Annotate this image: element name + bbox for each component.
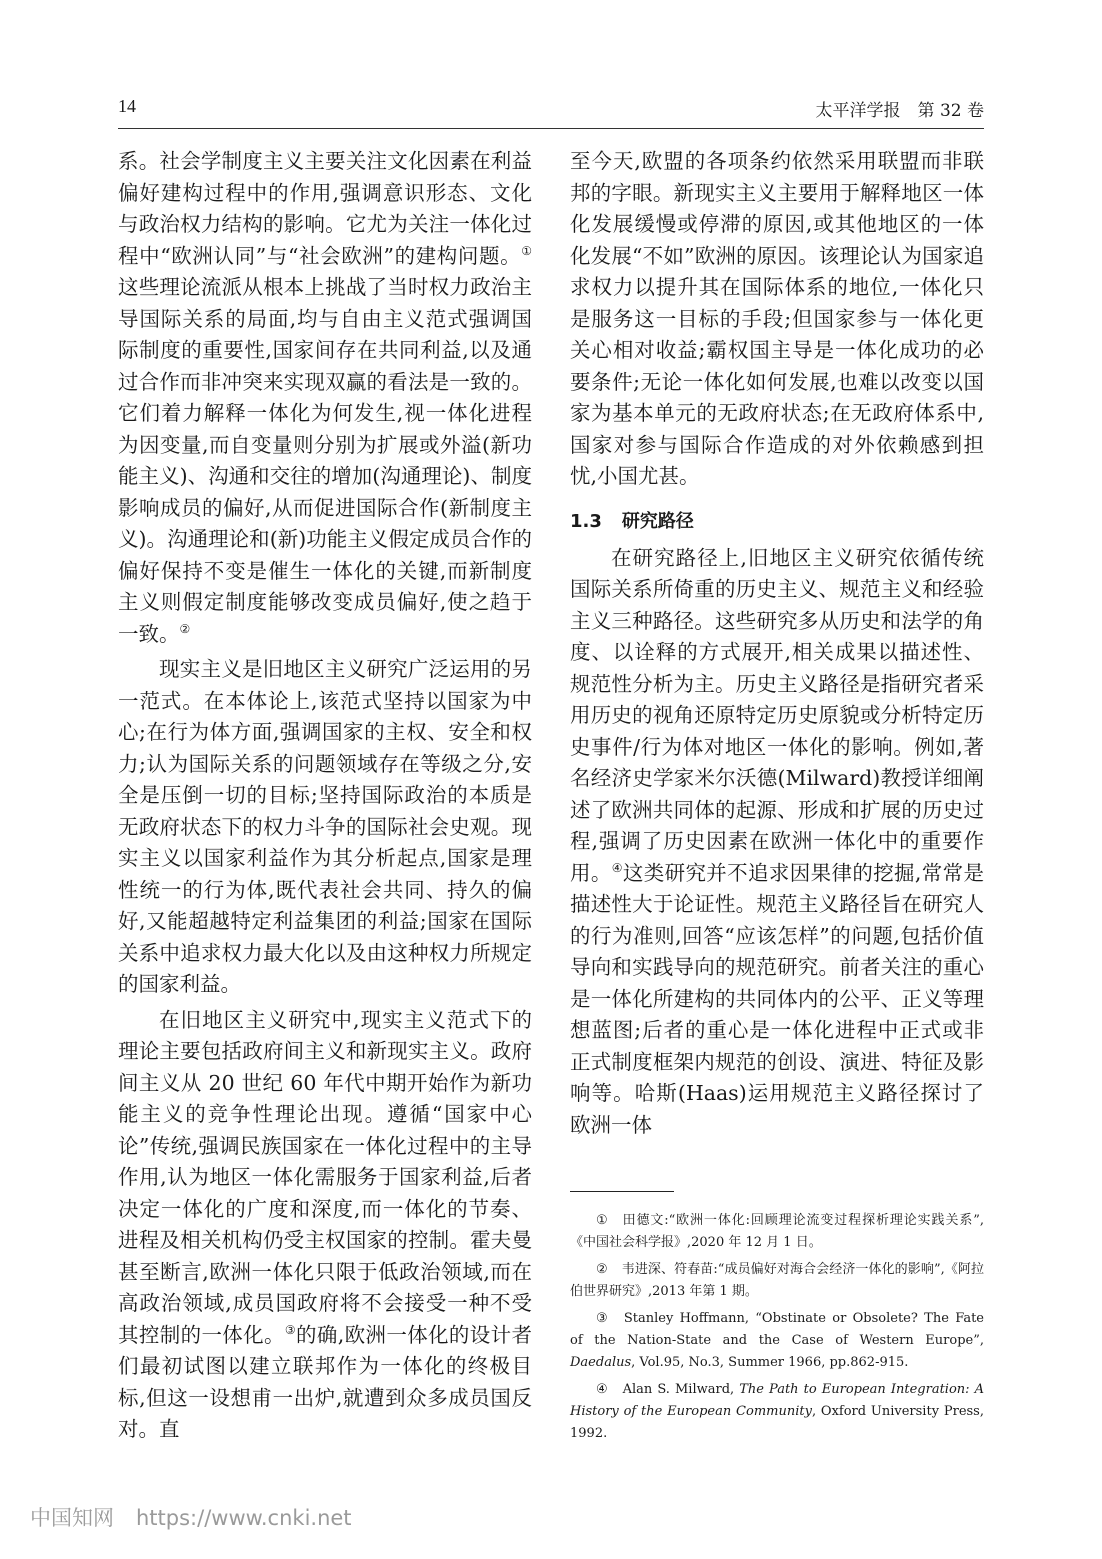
page-number: 14 [118,96,136,116]
left-column [118,146,532,1446]
running-header [118,88,984,129]
footnote: ① 田德文:“欧洲一体化:回顾理论流变过程探析理论实践关系”,《中国社会科学报》,2020 年 12 月 1 日。 [570,1213,985,1250]
footnote: ③ Stanley Hoffmann, “Obstinate or Obsolete? The Fate of the Nation-State and the Case of Western Europe”, Daedalus, Vol.95, No.3, Summer 1966, pp.862-915. [570,1311,985,1370]
footnote-ref[interactable]: ④ [611,860,623,875]
paragraph: 在研究路径上,旧地区主义研究依循传统国际关系所倚重的历史主义、规范主义和经验主义三种路径。这些研究多从历史和法学的角度、以诠释的方式展开,相关成果以描述性、规范性分析为主。历史主义路径是指研究者采用历史的视角还原特定历史原貌或分析特定历史事件/行为体对地区一体化的影响。例如,著名经济史学家米尔沃德(Milward)教授详细阐述了欧洲共同体的起源、形成和扩展的历史过程,强调了历史因素在欧洲一体化中的重要作用。④这类研究并不追求因果律的挖掘,常常是描述性大于论证性。规范主义路径旨在研究人的行为准则,回答“应该怎样”的问题,包括价值导向和实践导向的规范研究。前者关注的重心是一体化所建构的共同体内的公平、正义等理想蓝图;后者的重心是一体化进程中正式或非正式制度框架内规范的创设、演进、特征及影响等。哈斯(Haas)运用规范主义路径探讨了欧洲一体 [570,545,985,1137]
footnote-ref[interactable]: ① [521,243,532,258]
paragraph: 至今天,欧盟的各项条约依然采用联盟而非联邦的字眼。新现实主义主要用于解释地区一体化发展缓慢或停滞的原因,或其他地区的一体化发展“不如”欧洲的原因。该理论认为国家追求权力以提升其在国际体系的地位,一体化只是服务这一目标的手段;但国家参与一体化更关心相对收益;霸权国主导是一体化成功的必要条件;无论一体化如何发展,也难以改变以国家为基本单元的无政府状态;在无政府体系中,国家对参与国际合作造成的对外依赖感到担忧,小国尤甚。 [570,149,984,488]
paragraph: 现实主义是旧地区主义研究广泛运用的另一范式。在本体论上,该范式坚持以国家为中心;在行为体方面,强调国家的主权、安全和权力;认为国际关系的问题领域存在等级之分,安全是压倒一切的目标;坚持国际政治的本质是无政府状态下的权力斗争的国际社会史观。现实主义以国家利益作为其分析起点,国家是理性统一的行为体,既代表社会共同、持久的偏好,又能超越特定利益集团的利益;国家在国际关系中追求权力最大化以及由这种权力所规定的国家利益。 [118,657,532,996]
watermark [30,1502,352,1532]
section-heading [570,507,984,533]
journal-volume: 太平洋学报 第 32 卷 [815,101,984,121]
footnote-ref[interactable]: ③ [284,1322,297,1337]
footnote-divider [570,1191,674,1192]
footnote: ② 韦进深、符春苗:“成员偏好对海合会经济一体化的影响”,《阿拉伯世界研究》,2013 年第 1 期。 [570,1262,984,1299]
watermark-site: 中国知网 [30,1506,114,1530]
section-number: 1.3 [570,510,602,532]
footnote: ④ Alan S. Milward, The Path to European Integration: A History of the European Community, Oxford University Press, 1992. [570,1382,984,1441]
watermark-url[interactable]: https://www.cnki.net [136,1506,352,1530]
section-title: 研究路径 [621,510,694,532]
paragraph: 系。社会学制度主义主要关注文化因素在利益偏好建构过程中的作用,强调意识形态、文化与政治权力结构的影响。它尤为关注一体化过程中“欧洲认同”与“社会欧洲”的建构问题。①这些理论流派从根本上挑战了当时权力政治主导国际关系的局面,均与自由主义范式强调国际制度的重要性,国家间存在共同利益,以及通过合作而非冲突来实现双赢的看法是一致的。它们着力解释一体化为何发生,视一体化进程为因变量,而自变量则分别为扩展或外溢(新功能主义)、沟通和交往的增加(沟通理论)、制度影响成员的偏好,从而促进国际合作(新制度主义)。沟通理论和(新)功能主义假定成员合作的偏好保持不变是催生一体化的关键,而新制度主义则假定制度能够改变成员偏好,使之趋于一致。② [118,149,532,646]
paragraph: 在旧地区主义研究中,现实主义范式下的理论主要包括政府间主义和新现实主义。政府间主义从 20 世纪 60 年代中期开始作为新功能主义的竞争性理论出现。遵循“国家中心论”传统,强调民族国家在一体化过程中的主导作用,认为地区一体化需服务于国家利益,后者决定一体化的广度和深度,而一体化的节奏、进程及相关机构仍受主权国家的控制。霍夫曼甚至断言,欧洲一体化只限于低政治领域,而在高政治领域,成员国政府将不会接受一种不受其控制的一体化。③的确,欧洲一体化的设计者们最初试图以建立联邦作为一体化的终极目标,但这一设想甫一出炉,就遭到众多成员国反对。直 [118,1007,532,1441]
footnote-ref[interactable]: ② [179,621,191,636]
right-column [570,146,984,1141]
footnotes [570,1210,984,1450]
